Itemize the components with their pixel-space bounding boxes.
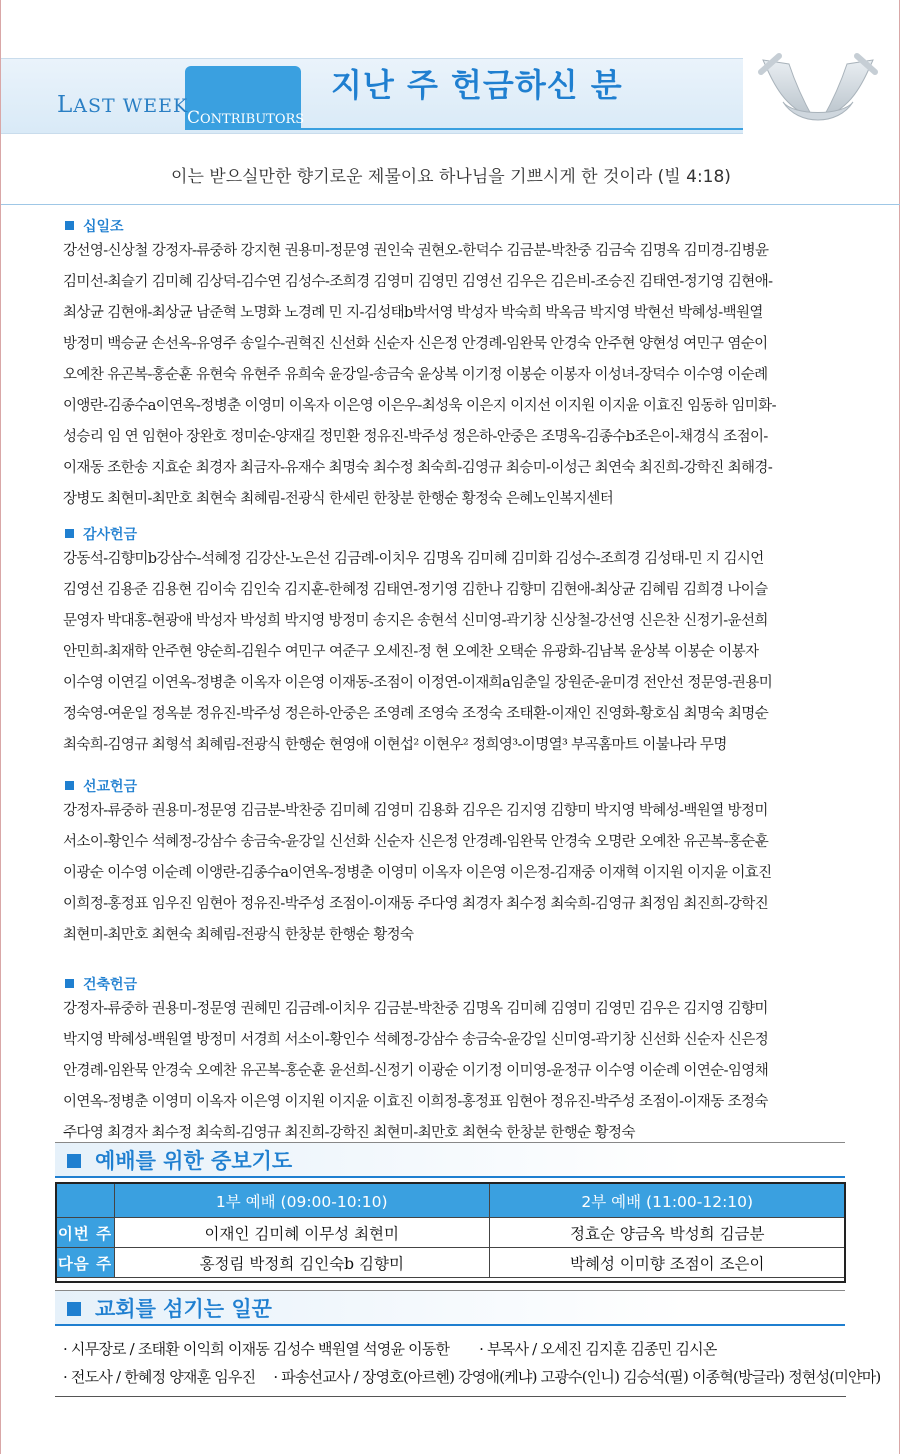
table-header-row	[56, 1184, 846, 1218]
column-header-first-service: 1부 예배 (09:00-10:10)	[115, 1184, 490, 1218]
last-week-label: LAST WEEK	[57, 92, 189, 118]
name-line: 문영자 박대홍-현광애 박성자 박성희 박지영 방정미 송지은 송현석 신미영-곽기창 신상철-강선영 신은찬 신정기-윤선희	[63, 613, 768, 629]
name-line: 강동석-김향미b강삼수-석혜정 김강산-노은선 김금례-이치우 김명옥 김미혜 김미화 김성수-조희경 김성태-민 지 김시언	[63, 551, 764, 567]
name-line: 주다영 최경자 최수정 최숙희-김영규 최진희-강학진 최현미-최만호 최현숙 한창분 한행순 황정숙	[63, 1125, 635, 1141]
bible-verse: 이는 받으실만한 향기로운 제물이요 하나님을 기쁘시게 한 것이라 (빌 4:18)	[171, 167, 731, 187]
square-bullet-icon	[65, 781, 74, 790]
column-header-second-service: 2부 예배 (11:00-12:10)	[489, 1184, 845, 1218]
section-title-thanks: 감사헌금	[65, 524, 137, 544]
building-name-list	[63, 994, 853, 1149]
row-label-this-week: 이번 주	[56, 1218, 115, 1248]
square-bullet-icon	[65, 529, 74, 538]
second-service-names: 정효순 양금옥 박성희 김금분	[489, 1218, 845, 1248]
name-line: 이앵란-김종수a이연옥-정병춘 이영미 이옥자 이은영 이은우-최성욱 이은지 이지선 이지원 이지윤 이효진 임동하 임미화-	[63, 398, 776, 414]
first-service-names: 이재인 김미혜 이무성 최현미	[115, 1218, 490, 1248]
second-service-names: 박혜성 이미향 조점이 조은이	[489, 1248, 845, 1278]
workers-line-2	[63, 1366, 881, 1387]
page-title: 지난 주 헌금하신 분	[331, 66, 623, 104]
square-bullet-icon	[65, 221, 74, 230]
table-corner-cell	[56, 1184, 115, 1218]
name-line: 장병도 최현미-최만호 최현숙 최혜림-전광식 한세린 한창분 한행순 황정숙 은혜노인복지센터	[63, 491, 614, 507]
square-bullet-icon	[65, 979, 74, 988]
section-title-building: 건축헌금	[65, 974, 137, 994]
name-line: 방정미 백승균 손선옥-유영주 송일수-권혁진 신선화 신순자 신은정 안경례-임완묵 안경숙 안주현 양현성 여민구 염순이	[63, 336, 768, 352]
name-line: 이수영 이연길 이연옥-정병춘 이옥자 이은영 이재동-조점이 이정연-이재희a임춘일 장원준-윤미경 전안선 정문영-권용미	[63, 675, 773, 691]
section-title-tithe: 십일조	[65, 216, 124, 236]
thanks-name-list	[63, 544, 853, 761]
name-line: 안경례-임완묵 안경숙 오예찬 유곤복-홍순훈 윤선희-신정기 이광순 이기정 이미영-윤정규 이수영 이순례 이연순-임영채	[63, 1063, 769, 1079]
square-bullet-icon	[67, 1154, 81, 1168]
prayer-table	[55, 1183, 846, 1278]
name-line: 정숙영-여운일 정옥분 정유진-박주성 정은하-안중은 조영례 조영숙 조정숙 조태환-이재인 진영화-황호심 최명숙 최명순	[63, 706, 769, 722]
name-line: 이재동 조한송 지효순 최경자 최금자-유재수 최명숙 최수정 최숙희-김영규 최승미-이성근 최연숙 최진희-강학진 최해경-	[63, 460, 773, 476]
missionaries-list: · 파송선교사 / 장영호(아르헨) 강영애(케냐) 고광수(인니) 김승석(필) 이종혁(방글라) 정현성(미얀마)	[273, 1368, 881, 1386]
name-line: 최현미-최만호 최현숙 최혜림-전광식 한창분 한행순 황정숙	[63, 927, 414, 943]
section-title-mission: 선교헌금	[65, 776, 137, 796]
table-row	[56, 1218, 846, 1248]
workers-line-1	[63, 1338, 863, 1359]
name-line: 이희정-홍정표 임우진 임현아 정유진-박주성 조점이-이재동 주다영 최경자 최수정 최숙희-김영규 최정임 최진희-강학진	[63, 896, 769, 912]
name-line: 최숙희-김영규 최형석 최혜림-전광식 한행순 현영애 이현섭² 이현우² 정희영³-이명열³ 부곡홈마트 이불나라 무명	[63, 737, 727, 753]
evangelists-list: · 전도사 / 한혜정 양재훈 임우진	[63, 1368, 256, 1386]
contributors-label: CONTRIBUTORS	[187, 108, 305, 128]
row-label-next-week: 다음 주	[56, 1248, 115, 1278]
mission-name-list	[63, 796, 853, 951]
header	[1, 52, 900, 134]
first-service-names: 홍정림 박정희 김인숙b 김향미	[115, 1248, 490, 1278]
name-line: 성승리 임 연 임현아 장완호 정미순-양재길 정민환 정유진-박주성 정은하-안중은 조명옥-김종수b조은이-채경식 조점이-	[63, 429, 768, 445]
name-line: 강정자-류중하 권용미-정문영 권혜민 김금례-이치우 김금분-박찬중 김명옥 김미혜 김영미 김영민 김우은 김지영 김향미	[63, 1001, 768, 1017]
name-line: 김미선-최슬기 김미혜 김상덕-김수연 김성수-조희경 김영미 김영민 김영선 김우은 김은비-조승진 김태연-정기영 김현애-	[63, 274, 773, 290]
tithe-name-list	[63, 236, 853, 515]
name-line: 오예찬 유곤복-홍순훈 유현숙 유현주 유희숙 윤강일-송금숙 윤상복 이기정 이봉순 이봉자 이성녀-장덕수 이수영 이순례	[63, 367, 768, 383]
name-line: 강정자-류중하 권용미-정문영 김금분-박찬중 김미혜 김영미 김용화 김우은 김지영 김향미 박지영 박혜성-백원열 방정미	[63, 803, 768, 819]
footer-rule	[55, 1396, 846, 1397]
elders-list: · 시무장로 / 조태환 이익희 이재동 김성수 백원열 석영윤 이동한	[63, 1340, 450, 1358]
name-line: 강선영-신상철 강정자-류중하 강지현 권용미-정문영 권인숙 권현오-한덕수 김금분-박찬중 김금숙 김명옥 김미경-김병윤	[63, 243, 769, 259]
praying-hands-icon	[743, 52, 893, 134]
workers-section-title: 교회를 섬기는 일꾼	[55, 1290, 845, 1326]
name-line: 최상균 김현애-최상균 남준혁 노명화 노경례 민 지-김성태b박서영 박성자 박숙희 박옥금 박지영 박현선 박혜성-백원열	[63, 305, 763, 321]
associate-pastors-list: · 부목사 / 오세진 김지훈 김종민 김시온	[479, 1340, 717, 1358]
name-line: 서소이-황인수 석혜정-강삼수 송금숙-윤강일 신선화 신순자 신은정 안경례-임완묵 안경숙 오명란 오예찬 유곤복-홍순훈	[63, 834, 769, 850]
square-bullet-icon	[67, 1302, 81, 1316]
name-line: 박지영 박혜성-백원열 방정미 서경희 서소이-황인수 석혜정-강삼수 송금숙-윤강일 신미영-곽기창 신선화 신순자 신은정	[63, 1032, 769, 1048]
name-line: 김영선 김용준 김용현 김이숙 김인숙 김지훈-한혜정 김태연-정기영 김한나 김향미 김현애-최상균 김혜림 김희경 나이슬	[63, 582, 768, 598]
prayer-section-title: 예배를 위한 중보기도	[55, 1142, 845, 1178]
verse-divider	[1, 204, 900, 205]
name-line: 안민희-최재학 안주현 양순희-김원수 여민구 여준구 오세진-정 현 오예찬 오택순 유광화-김남복 윤상복 이봉순 이봉자	[63, 644, 759, 660]
name-line: 이광순 이수영 이순례 이앵란-김종수a이연옥-정병춘 이영미 이옥자 이은영 이은정-김재중 이재혁 이지원 이지윤 이효진	[63, 865, 772, 881]
name-line: 이연옥-정병춘 이영미 이옥자 이은영 이지원 이지윤 이효진 이희정-홍정표 임현아 정유진-박주성 조점이-이재동 조정숙	[63, 1094, 768, 1110]
table-row	[56, 1248, 846, 1278]
